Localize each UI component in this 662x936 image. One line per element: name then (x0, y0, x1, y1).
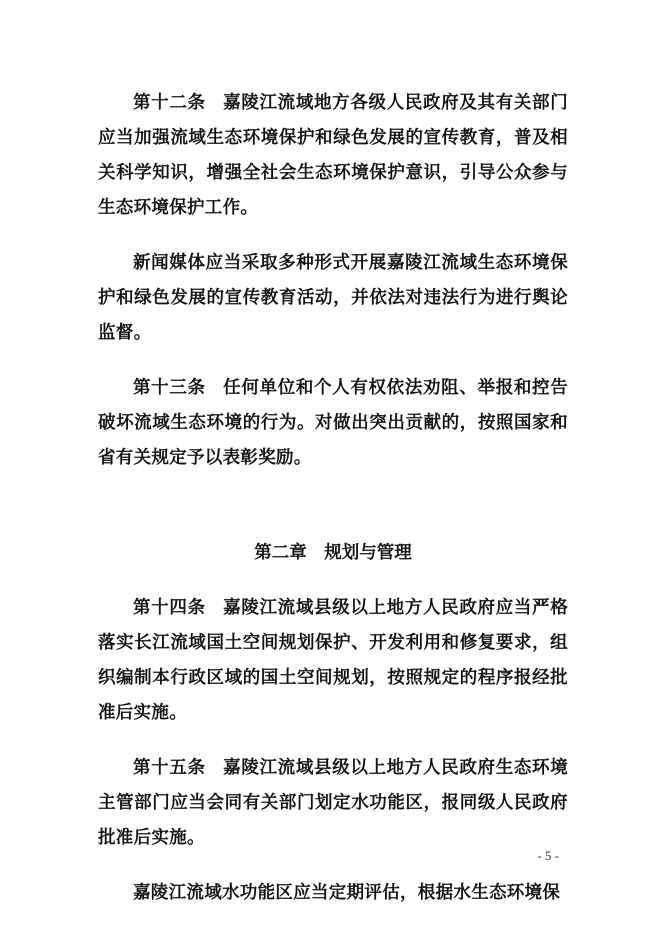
article-14-paragraph (98, 591, 568, 731)
article-text: 任何单位和个人有权依法劝阻、举报和控告破坏流域生态环境的行为。对做出突出贡献的，按照国家和省有关规定予以表彰奖励。 (98, 378, 568, 468)
water-function-paragraph (98, 876, 568, 911)
chapter-title: 规划与管理 (324, 543, 412, 563)
chapter-spacer (98, 476, 568, 536)
article-12-paragraph (98, 86, 568, 226)
article-number: 第十四条 (133, 598, 206, 618)
article-text: 嘉陵江流域地方各级人民政府及其有关部门应当加强流域生态环境保护和绿色发展的宣传教育，普及相关科学知识，增强全社会生态环境保护意识，引导公众参与生态环境保护工作。 (98, 93, 568, 218)
paragraph-spacer (98, 856, 568, 876)
paragraph-spacer (98, 351, 568, 371)
article-13-paragraph (98, 371, 568, 476)
paragraph-spacer (98, 226, 568, 246)
article-number: 第十二条 (133, 93, 206, 113)
chapter-heading (98, 536, 568, 571)
article-text: 嘉陵江流域县级以上地方人民政府应当严格落实长江流域国土空间规划保护、开发利用和修复要求，组织编制本行政区域的国土空间规划，按照规定的程序报经批准后实施。 (98, 598, 568, 723)
page-number: - 5 - (537, 848, 559, 863)
article-number: 第十五条 (133, 758, 206, 778)
paragraph-text: 嘉陵江流域水功能区应当定期评估，根据水生态环境保 (133, 883, 561, 903)
paragraph-text: 新闻媒体应当采取多种形式开展嘉陵江流域生态环境保护和绿色发展的宣传教育活动，并依法对违法行为进行舆论监督。 (98, 253, 568, 343)
document-body (98, 86, 568, 911)
paragraph-spacer (98, 731, 568, 751)
article-text: 嘉陵江流域县级以上地方人民政府生态环境主管部门应当会同有关部门划定水功能区，报同级人民政府批准后实施。 (98, 758, 568, 848)
media-paragraph (98, 246, 568, 351)
article-number: 第十三条 (133, 378, 206, 398)
paragraph-spacer (98, 571, 568, 591)
article-15-paragraph (98, 751, 568, 856)
chapter-number: 第二章 (254, 543, 307, 563)
